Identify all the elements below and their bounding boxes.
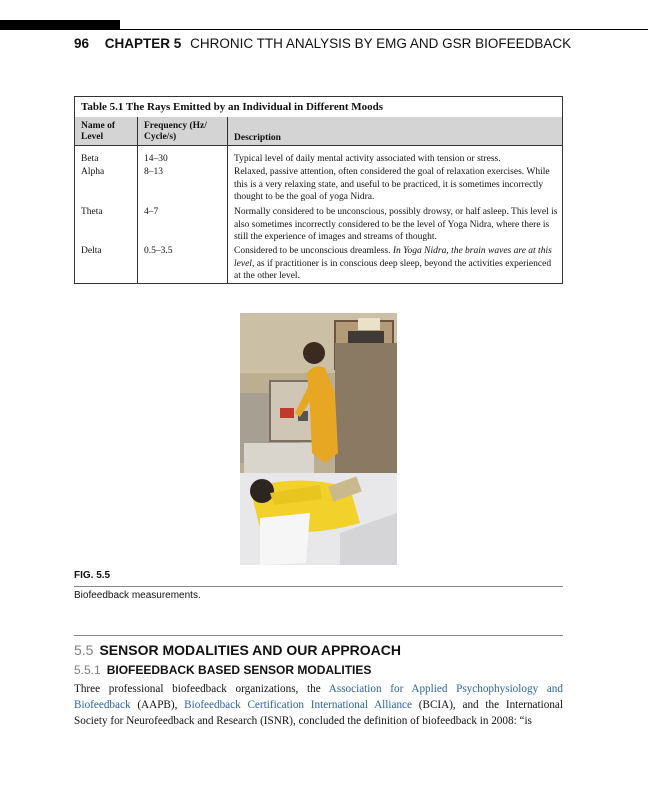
biofeedback-photo	[240, 313, 397, 565]
top-bar	[0, 20, 120, 30]
row-theta-level: Theta	[81, 207, 103, 217]
section-rule	[74, 635, 563, 636]
delta-desc-end: , as if practitioner is in conscious deep sleep, beyond the activities experienced at the other level.	[234, 258, 552, 281]
running-head	[74, 36, 571, 51]
row-beta-level: Beta	[81, 154, 99, 164]
chapter-title: CHRONIC TTH ANALYSIS BY EMG AND GSR BIOFEEDBACK	[190, 36, 572, 51]
column-divider	[227, 117, 228, 283]
section-number: 5.5	[74, 642, 94, 658]
body-paragraph	[74, 681, 563, 729]
header-level: Name of Level	[81, 121, 116, 142]
row-delta-description	[234, 245, 559, 283]
row-alpha-description: Relaxed, passive attention, often considered the goal of relaxation exercises. While this is a very relaxing state, and useful to be practiced, it is sometimes incorrectly thought to be the goal of yoga Nidra.	[234, 167, 550, 202]
row-alpha-frequency: 8–13	[144, 167, 163, 177]
table-caption: Table 5.1 The Rays Emitted by an Individual in Different Moods	[81, 101, 384, 113]
top-rule	[120, 29, 648, 30]
row-beta-frequency: 14–30	[144, 154, 168, 164]
page-number: 96	[74, 36, 90, 51]
section-title: SENSOR MODALITIES AND OUR APPROACH	[99, 642, 402, 658]
row-delta-level: Delta	[81, 246, 102, 256]
figure-label: FIG. 5.5	[74, 570, 111, 581]
figure-caption: Biofeedback measurements.	[74, 590, 201, 601]
row-theta-description: Normally considered to be unconscious, possibly drowsy, or half asleep. This level is also sometimes incorrectly considered to be the level of Yoga Nidra, where there is still the experience of images and streams of thought.	[234, 207, 558, 242]
subsection-number: 5.5.1	[74, 663, 101, 677]
paragraph-part-3: (BCIA), and the International Society for Neurofeedback and Research (ISNR), concluded the definition of biofeedback in 2008: “is	[74, 699, 563, 727]
section-heading	[74, 642, 401, 658]
figure-rule	[74, 586, 563, 587]
table-5-1	[74, 96, 563, 284]
header-frequency: Frequency (Hz/ Cycle/s)	[144, 121, 207, 142]
delta-desc-italic: In Yoga Nidra, the brain waves are at this level	[234, 246, 552, 269]
paragraph-part-1: Three professional biofeedback organizations, the	[74, 683, 329, 695]
header-divider	[75, 145, 562, 146]
column-divider	[137, 117, 138, 283]
aapb-link[interactable]: Association for Applied Psychophysiology and Biofeedback	[74, 683, 563, 711]
chapter-label: CHAPTER 5	[104, 36, 182, 51]
header-description: Description	[234, 133, 281, 143]
paragraph-part-2: (AAPB),	[130, 699, 185, 711]
row-theta-frequency: 4–7	[144, 207, 159, 217]
subsection-title: BIOFEEDBACK BASED SENSOR MODALITIES	[106, 663, 372, 677]
subsection-heading	[74, 663, 371, 677]
row-alpha-level: Alpha	[81, 167, 105, 177]
row-delta-frequency: 0.5–3.5	[144, 246, 173, 256]
row-beta-description: Typical level of daily mental activity associated with tension or stress.	[234, 154, 501, 164]
bcia-link[interactable]: Biofeedback Certification International Alliance	[184, 699, 412, 711]
delta-desc-start: Considered to be unconscious dreamless.	[234, 246, 393, 256]
